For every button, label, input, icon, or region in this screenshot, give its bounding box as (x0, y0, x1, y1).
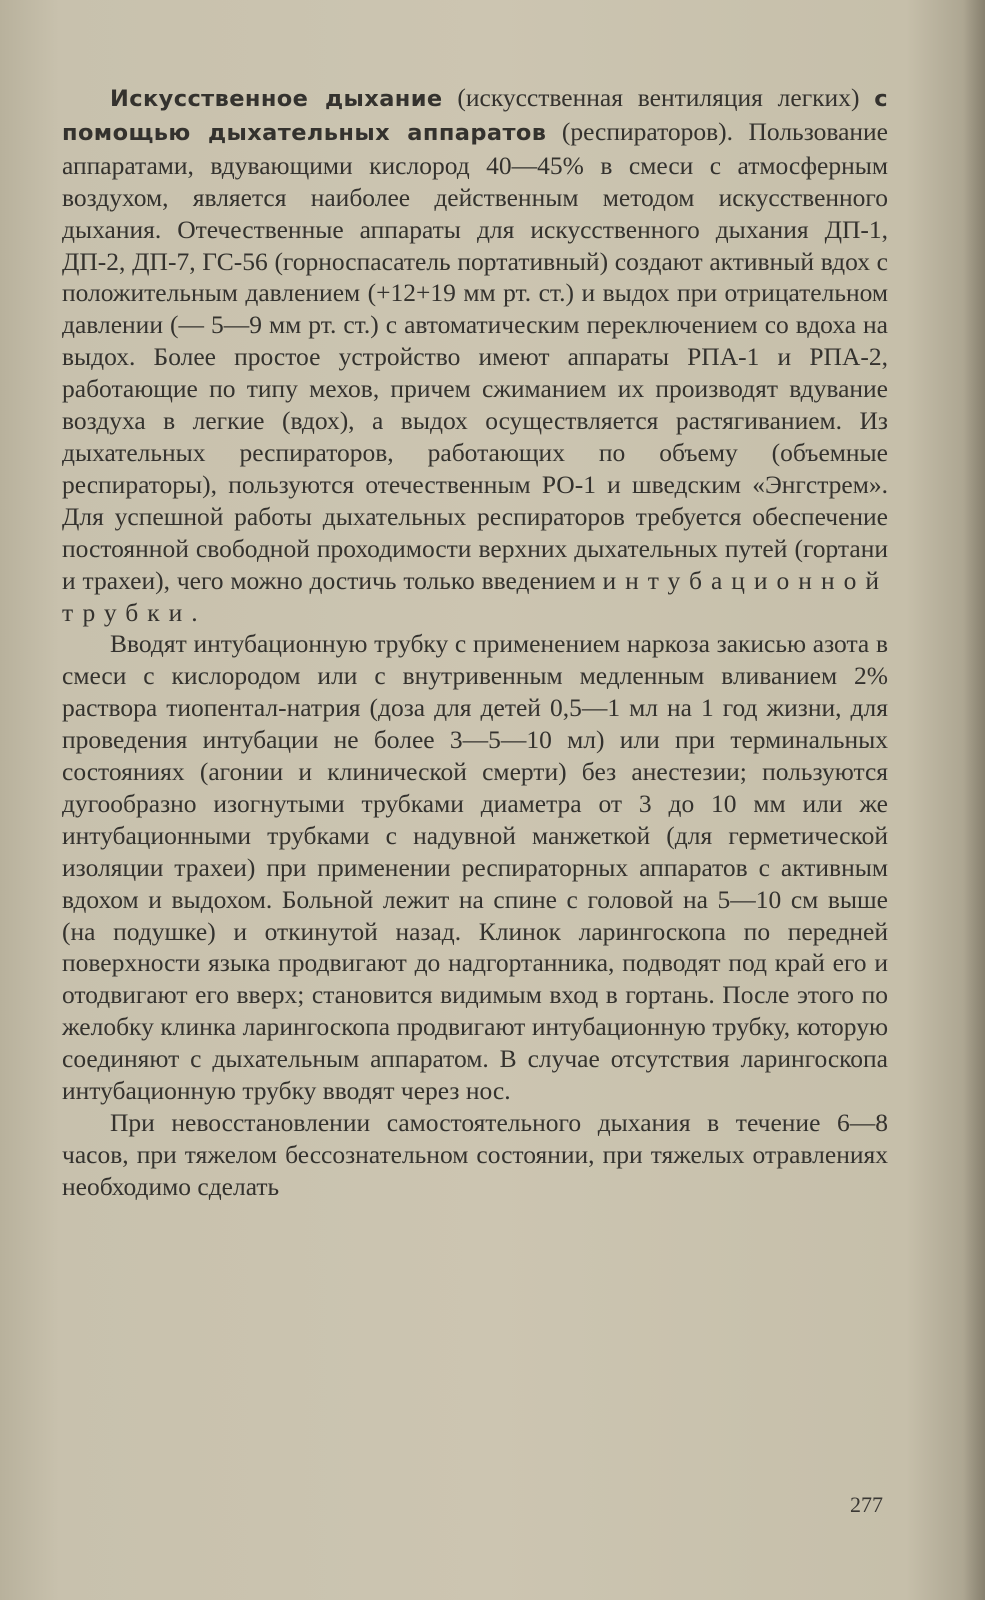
bold-term-artificial-respiration: Искусственное дыхание (110, 86, 443, 112)
bold-term-breathing-apparatus: с помощью дыхательных аппаратов (62, 86, 888, 146)
paragraph-1-text-b: (респираторов). Пользование аппаратами, вдувающими кислород 40—45% в смеси с атмосферным воздухом, является наиболее действенным методом искусственного дыхания. Отечественные аппараты для искусственного дыхания ДП-1, ДП-2, ДП-7, ГС-56 (горноспасатель портативный) создают активный вдох с положительным давлением (+12+19 мм рт. ст.) и выдох при отрицательном давлении (— 5—9 мм рт. ст.) с автоматическим переключением со вдоха на выдох. Более простое устройство имеют аппараты РПА-1 и РПА-2, работающие по типу мехов, причем сжиманием их производят вдувание воздуха в легкие (вдох), а выдох осуществляется растягиванием. Из дыхательных респираторов, работающих по объему (объемные респираторы), пользуются отечественным РО-1 и шведским «Энгстрем». Для успешной работы дыхательных респираторов требуется обеспечение постоянной свободной проходимости верхних дыхательных путей (гортани и трахеи), чего можно достичь только введением (62, 116, 888, 595)
paragraph-1-text-a: (искусственная вентиляция легких) (442, 83, 875, 112)
paragraph-2: Вводят интубационную трубку с применением наркоза закисью азота в смеси с кислородом или с внутривенным медленным вливанием 2% раствора тиопентал-натрия (доза для детей 0,5—1 мл на 1 год жизни, для проведения интубации не более 3—5—10 мл) или при терминальных состояниях (агонии и клинической смерти) без анестезии; пользуются дугообразно изогнутыми трубками диаметра от 3 до 10 мм или же интубационными трубками с надувной манжеткой (для герметической изоляции трахеи) при применении респираторных аппаратов с активным вдохом и выдохом. Больной лежит на спине с головой на 5—10 см выше (на подушке) и откинутой назад. Клинок ларингоскопа по передней поверхности языка продвигают до надгортанника, подводят под край его и отодвигают его вверх; становится видимым вход в гортань. После этого по желобку клинка ларингоскопа продвигают интубационную трубку, которую соединяют с дыхательным аппаратом. В случае отсутствия ларингоскопа интубационную трубку вводят через нос. (62, 629, 888, 1106)
paragraph-3: При невосстановлении самостоятельного дыхания в течение 6—8 часов, при тяжелом бессознательном состоянии, при тяжелых отравлениях необходимо сделать (62, 1108, 888, 1201)
body-text (62, 82, 888, 1203)
page-edge-shadow (963, 0, 985, 1600)
paragraph-1 (62, 82, 888, 628)
spaced-term-intubation-tube: интубационной трубки (62, 565, 888, 627)
paragraph-1-text-c: . (191, 597, 198, 627)
page-number: 277 (850, 1492, 883, 1517)
